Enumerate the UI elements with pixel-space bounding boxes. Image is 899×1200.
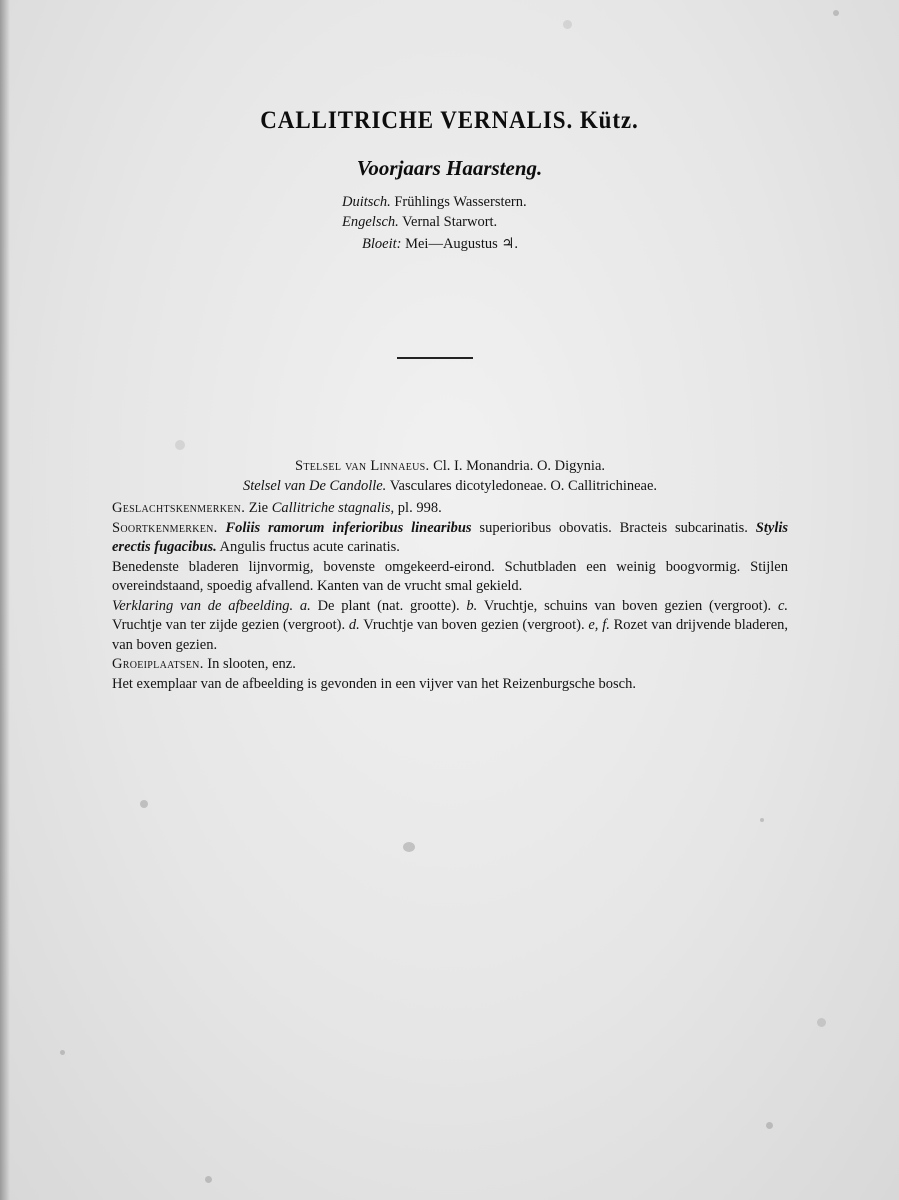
species-dutch: Benedenste bladeren lijnvormig, bovenste omgekeerd-eirond. Schutbladen een weinig boogvormig. Stijlen overeindstaand, spoedig afvallend. Kanten van de vrucht smal gekield. xyxy=(112,558,788,594)
paper-speck xyxy=(760,818,764,822)
figure-explanation xyxy=(112,597,788,656)
linnaeus-system xyxy=(112,457,788,477)
fig-d-text: Vruchtje van boven gezien (vergroot). xyxy=(363,617,585,633)
fig-b-key: b. xyxy=(466,597,478,614)
genus-label: Geslachtskenmerken. xyxy=(112,500,246,516)
candolle-label: Stelsel van De Candolle. xyxy=(242,477,387,494)
linnaeus-value: Cl. I. Monandria. O. Digynia. xyxy=(433,458,606,474)
bloom-label: Bloeit: xyxy=(362,236,402,252)
fig-c-text: Vruchtje van ter zijde gezien (vergroot). xyxy=(112,617,346,633)
english-label: Engelsch. xyxy=(342,214,399,230)
paper-speck xyxy=(403,842,415,852)
page-title: CALLITRICHE VERNALIS. Kütz. xyxy=(260,107,639,134)
explanation-label: Verklaring van de afbeelding. xyxy=(112,597,294,614)
german-label: Duitsch. xyxy=(342,194,391,210)
genus-suffix: , pl. 998. xyxy=(390,500,442,516)
fig-d-key: d. xyxy=(348,617,360,633)
species-label: Soortkenmerken. xyxy=(112,519,218,536)
genus-prefix: Zie xyxy=(248,500,269,516)
species-latin-italic: Foliis ramorum inferioribus linearibus xyxy=(225,519,472,536)
species-latin2-italic: Stylis erectis fugacibus. xyxy=(112,519,789,555)
bloom-line xyxy=(362,234,527,254)
candolle-value: Vasculares dicotyledoneae. O. Callitrichineae. xyxy=(389,477,658,494)
dutch-name: Voorjaars Haarsteng. xyxy=(356,156,543,180)
fig-ef-text: Rozet van drijvende bladeren, van boven gezien. xyxy=(112,617,789,653)
habitat-label: Groeiplaatsen. xyxy=(112,656,204,672)
paper-speck xyxy=(766,1122,773,1129)
fig-a-text: De plant (nat. grootte). xyxy=(317,597,460,614)
species-characters xyxy=(112,519,788,558)
separator-rule xyxy=(397,357,473,359)
paper-speck xyxy=(60,1050,65,1055)
paper-speck xyxy=(140,800,148,808)
fig-b-text: Vruchtje, schuins van boven gezien (vergroot). xyxy=(483,597,772,614)
fig-c-key: c. xyxy=(777,597,789,614)
genus-characters xyxy=(112,499,788,519)
fig-ef-key: e, f. xyxy=(588,617,610,633)
english-name: Vernal Starwort. xyxy=(402,214,498,230)
common-names xyxy=(342,192,527,254)
linnaeus-label: Stelsel van Linnaeus. xyxy=(294,458,430,474)
genus-ref: Callitriche stagnalis xyxy=(271,500,391,516)
english-name-line xyxy=(342,212,527,232)
fig-a-key: a. xyxy=(299,597,311,614)
paper-speck xyxy=(833,10,839,16)
bloom-period: Mei—Augustus ♃. xyxy=(405,236,518,252)
candolle-system xyxy=(112,477,788,497)
paper-speck xyxy=(205,1176,212,1183)
german-name: Frühlings Wasserstern. xyxy=(394,194,527,210)
specimen-note: Het exemplaar van de afbeelding is gevonden in een vijver van het Reizenburgsche bosch. xyxy=(112,675,636,692)
german-name-line xyxy=(342,192,527,212)
species-latin2-rest: Angulis fructus acute carinatis. xyxy=(219,539,400,555)
description-body xyxy=(112,457,788,694)
habitat xyxy=(112,655,788,675)
paper-speck xyxy=(563,20,572,29)
habitat-value: In slooten, enz. xyxy=(207,656,296,672)
species-latin-rest: superioribus obovatis. Bracteis subcarinatis. xyxy=(479,519,748,536)
paper-speck xyxy=(817,1018,826,1027)
paper-speck xyxy=(175,440,185,450)
